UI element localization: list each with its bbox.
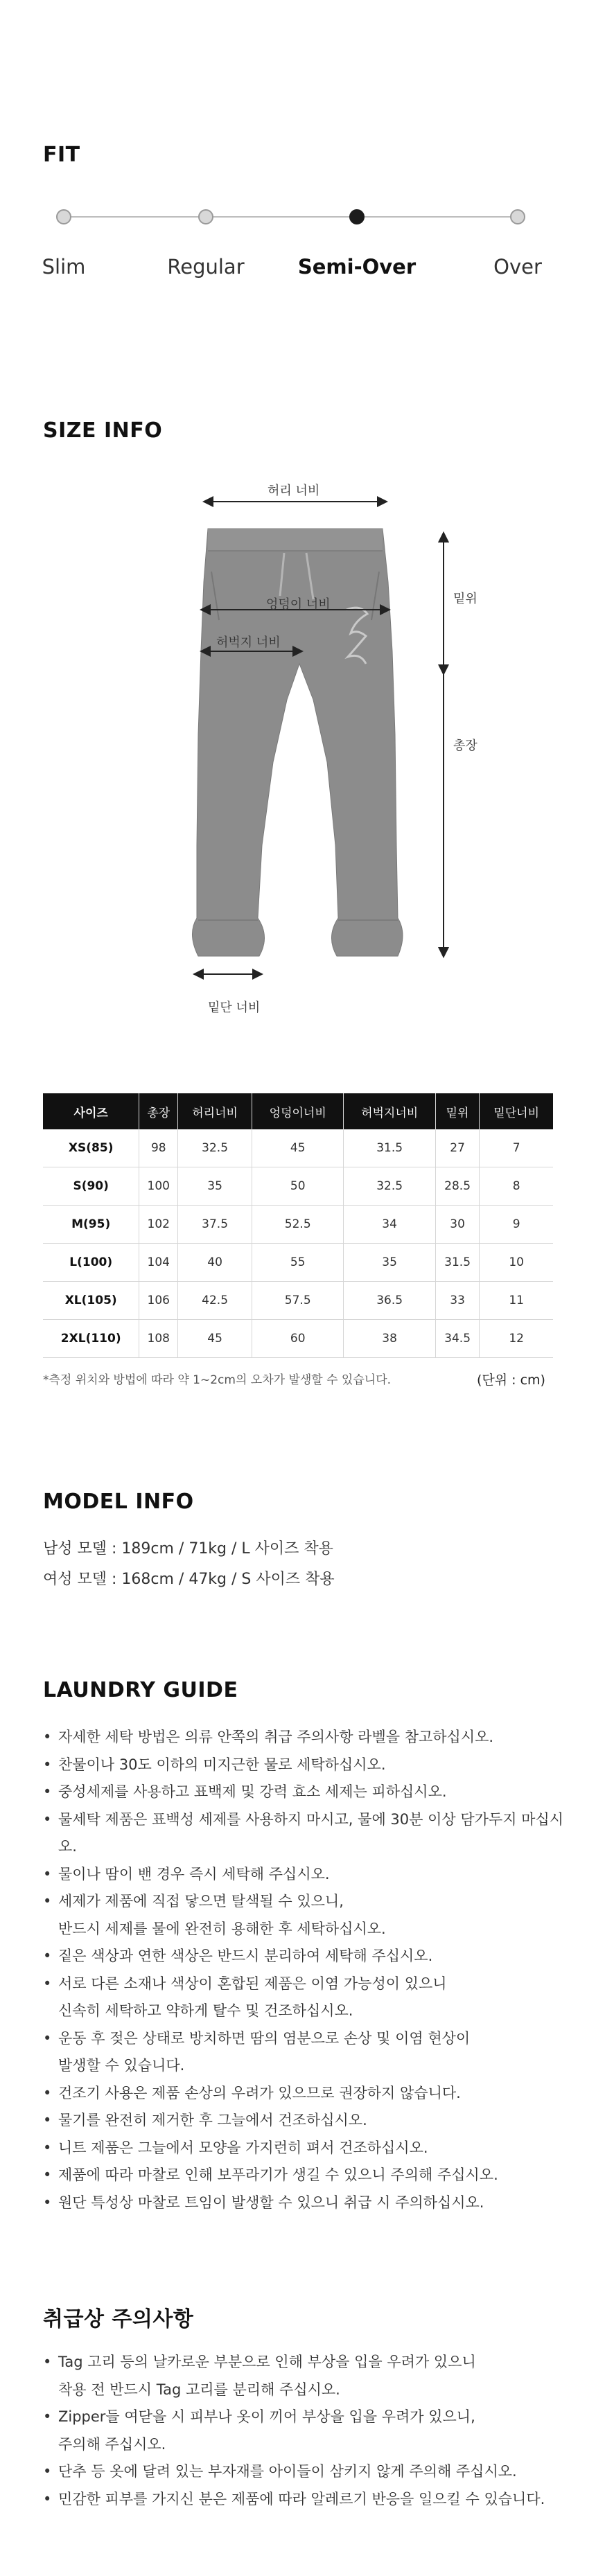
list-item: • 운동 후 젖은 상태로 방치하면 땀의 염분으로 손상 및 이염 현상이 발생할 수 있습니다. [43,2025,570,2080]
list-item: • 서로 다른 소재나 색상이 혼합된 제품은 이염 가능성이 있으니 신속히 세탁하고 약하게 탈수 및 건조하십시오. [43,1970,570,2025]
fit-dot-slim [56,209,71,224]
list-item: • 찬물이나 30도 이하의 미지근한 물로 세탁하십시오. [43,1752,570,1779]
table-cell: 11 [480,1282,553,1320]
table-cell: 37.5 [178,1206,252,1244]
cell-size: XS(85) [43,1129,139,1167]
table-cell: 10 [480,1244,553,1282]
table-cell: 102 [139,1206,178,1244]
table-row [43,1129,553,1167]
cell-size: M(95) [43,1206,139,1244]
fit-label-semi-over: Semi-Over [297,255,417,279]
table-cell: 57.5 [252,1282,344,1320]
table-row [43,1320,553,1358]
label-length: 총장 [453,739,477,753]
table-cell: 32.5 [344,1167,435,1206]
table-row [43,1167,553,1206]
laundry-guide-title: LAUNDRY GUIDE [43,1678,238,1702]
col-hip: 엉덩이너비 [252,1093,344,1129]
table-cell: 30 [435,1206,480,1244]
cell-size: L(100) [43,1244,139,1282]
col-hem: 밑단너비 [480,1093,553,1129]
table-cell: 31.5 [435,1244,480,1282]
list-item: • 건조기 사용은 제품 손상의 우려가 있으므로 권장하지 않습니다. [43,2080,570,2108]
table-cell: 98 [139,1129,178,1167]
caution-list [43,2349,570,2513]
table-row [43,1282,553,1320]
list-item: • Tag 고리 등의 날카로운 부분으로 인해 부상을 입을 우려가 있으니 착용 전 반드시 Tag 고리를 분리해 주십시오. [43,2349,570,2403]
table-cell: 40 [178,1244,252,1282]
table-cell: 35 [178,1167,252,1206]
fit-label-slim: Slim [42,255,86,279]
fit-label-over: Over [493,255,542,279]
list-item: • 니트 제품은 그늘에서 모양을 가지런히 펴서 건조하십시오. [43,2135,570,2162]
cell-size: 2XL(110) [43,1320,139,1358]
table-cell: 27 [435,1129,480,1167]
table-cell: 45 [178,1320,252,1358]
col-waist: 허리너비 [178,1093,252,1129]
size-table-header [43,1093,553,1129]
laundry-guide-list [43,1724,570,2216]
table-cell: 28.5 [435,1167,480,1206]
table-row [43,1244,553,1282]
list-item: • 물세탁 제품은 표백성 세제를 사용하지 마시고, 물에 30분 이상 담가두지 마십시오. [43,1806,570,1861]
list-item: • 물이나 땀이 밴 경우 즉시 세탁해 주십시오. [43,1861,570,1889]
list-item: • 자세한 세탁 방법은 의류 안쪽의 취급 주의사항 라벨을 참고하십시오. [43,1724,570,1752]
size-table [43,1093,553,1358]
table-cell: 32.5 [178,1129,252,1167]
table-cell: 106 [139,1282,178,1320]
label-rise: 밑위 [453,592,477,606]
table-cell: 104 [139,1244,178,1282]
list-item: • 단추 등 옷에 달려 있는 부자재를 아이들이 삼키지 않게 주의해 주십시오. [43,2458,570,2486]
fit-dot-regular [198,209,213,224]
fit-dot-semi-over [349,209,365,224]
table-cell: 31.5 [344,1129,435,1167]
table-cell: 100 [139,1167,178,1206]
unit-label: (단위 : cm) [477,1373,545,1388]
size-info-title: SIZE INFO [43,418,163,443]
list-item: • 제품에 따라 마찰로 인해 보푸라기가 생길 수 있으니 주의해 주십시오. [43,2162,570,2189]
list-item: • 짙은 색상과 연한 색상은 반드시 분리하여 세탁해 주십시오. [43,1943,570,1970]
table-cell: 36.5 [344,1282,435,1320]
label-waist: 허리 너비 [268,484,320,498]
col-length: 총장 [139,1093,178,1129]
table-cell: 7 [480,1129,553,1167]
size-diagram [0,471,596,1039]
table-cell: 55 [252,1244,344,1282]
table-cell: 52.5 [252,1206,344,1244]
table-cell: 45 [252,1129,344,1167]
table-cell: 8 [480,1167,553,1206]
table-cell: 108 [139,1320,178,1358]
fit-label-regular: Regular [167,255,245,279]
list-item: • 원단 특성상 마찰로 트임이 발생할 수 있으니 취급 시 주의하십시오. [43,2189,570,2217]
fit-dot-over [510,209,525,224]
list-item: • 세제가 제품에 직접 닿으면 탈색될 수 있으니, 반드시 세제를 물에 완전히 용해한 후 세탁하십시오. [43,1888,570,1943]
label-hem: 밑단 너비 [208,1000,261,1015]
caution-title: 취급상 주의사항 [43,2307,194,2331]
label-hip: 엉덩이 너비 [266,597,331,612]
label-thigh: 허벅지 너비 [216,635,281,650]
col-thigh: 허벅지너비 [344,1093,435,1129]
col-rise: 밑위 [435,1093,480,1129]
table-cell: 9 [480,1206,553,1244]
col-size: 사이즈 [43,1093,139,1129]
table-cell: 35 [344,1244,435,1282]
table-cell: 34.5 [435,1320,480,1358]
table-cell: 12 [480,1320,553,1358]
fit-scale-line [64,216,518,218]
table-row [43,1206,553,1244]
table-cell: 34 [344,1206,435,1244]
list-item: • 중성세제를 사용하고 표백제 및 강력 효소 세제는 피하십시오. [43,1779,570,1806]
pants-illustration [0,471,596,1039]
table-cell: 50 [252,1167,344,1206]
model-info-title: MODEL INFO [43,1490,194,1514]
table-cell: 60 [252,1320,344,1358]
cell-size: S(90) [43,1167,139,1206]
cell-size: XL(105) [43,1282,139,1320]
list-item: • 민감한 피부를 가지신 분은 제품에 따라 알레르기 반응을 일으킬 수 있습니다. [43,2486,570,2514]
table-cell: 33 [435,1282,480,1320]
list-item: • Zipper들 여닫을 시 피부나 옷이 끼어 부상을 입을 우려가 있으니, 주의해 주십시오. [43,2403,570,2458]
list-item: • 물기를 완전히 제거한 후 그늘에서 건조하십시오. [43,2107,570,2135]
model-info-female: 여성 모델 : 168cm / 47kg / S 사이즈 착용 [43,1571,335,1588]
table-cell: 42.5 [178,1282,252,1320]
fit-title: FIT [43,143,80,167]
measurement-note: *측정 위치와 방법에 따라 약 1~2cm의 오차가 발생할 수 있습니다. [43,1373,392,1387]
model-info-male: 남성 모델 : 189cm / 71kg / L 사이즈 착용 [43,1540,333,1558]
table-cell: 38 [344,1320,435,1358]
